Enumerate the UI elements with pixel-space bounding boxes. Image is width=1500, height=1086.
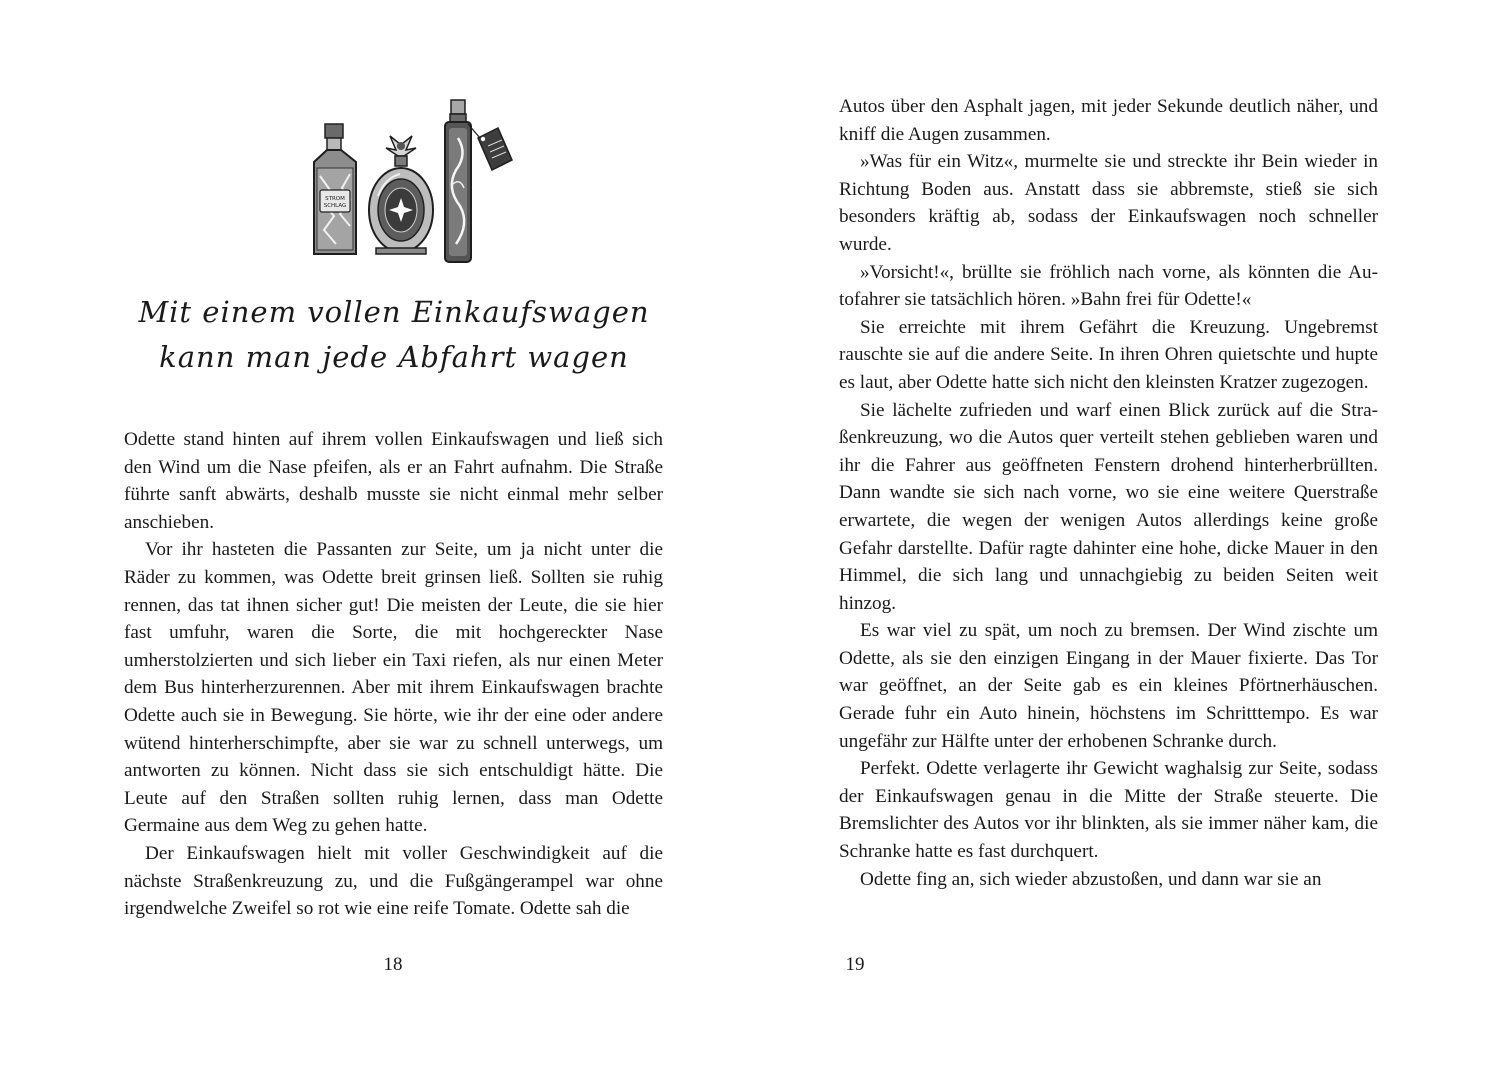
body-text-left xyxy=(124,426,663,923)
slim-vial-with-tag-icon xyxy=(445,100,512,262)
paragraph: Odette stand hinten auf ihrem vollen Einkaufswagen und ließ sich den Wind um die Nase pfeifen, als er an Fahrt aufnahm. Die Straße führte sanft abwärts, deshalb musste sie nicht einmal mehr selber anschieben. xyxy=(124,429,663,533)
paragraph: »Was für ein Witz«, murmelte sie und streckte ihr Bein wieder in Richtung Boden aus. Anstatt dass sie abbremste, stieß sie sich besonders kräftig ab, sodass der Einkaufswagen noch schneller wurde. xyxy=(839,151,1378,255)
square-potion-bottle-icon xyxy=(314,124,356,254)
body-text-right xyxy=(839,93,1378,893)
paragraph: Odette fing an, sich wieder abzustoßen, und dann war sie an xyxy=(860,868,1322,890)
paragraph: Der Einkaufswagen hielt mit voller Geschwindigkeit auf die nächste Straßenkreuzung zu, und die Fußgängerampel war ohne irgendwelche Zweifel so rot wie eine reife Tomate. Odette sah die xyxy=(124,842,663,920)
svg-text:SCHLAG: SCHLAG xyxy=(323,203,347,209)
page-number: 18 xyxy=(383,954,403,975)
chapter-title xyxy=(124,290,664,380)
paragraph: Sie erreichte mit ihrem Gefährt die Kreuzung. Ungebremst rauschte sie auf die andere Seite. In ihren Ohren quietschte und hupte es laut, aber Odette hatte sich nicht den kleinsten Kratzer zugezogen. xyxy=(839,316,1378,393)
paragraph: Sie lächelte zufrieden und warf einen Blick zurück auf die Straßenkreuzung, wo die Autos quer verteilt stehen geblieben waren und ihr die Fahrer aus geöffneten Fenstern drohend hinterherbrüllten. Dann wandte sie sich nach vorne, wo sie eine weitere Querstraße erwartete, die wegen der wenigen Autos allerdings keine große Gefahr darstellte. Dafür ragte dahinter eine hohe, dicke Mauer in den Himmel, die sich lang und unnachgiebig zu beiden Seiten weit hinzog. xyxy=(839,399,1378,614)
paragraph: Perfekt. Odette verlagerte ihr Gewicht waghalsig zur Seite, sodass der Einkaufswagen genau in die Mitte der Straße steuerte. Die Bremslichter des Autos vor ihr blinkten, als sie immer näher kam, die Schranke hatte es fast durchquert. xyxy=(839,758,1378,863)
paragraph: Vor ihr hasteten die Passanten zur Seite, um ja nicht unter die Räder zu kommen, was Odette breit grinsen ließ. Sollten sie ruhig rennen, das tat ihnen sicher gut! Die meisten der Leute, die sie hier fast umfuhr, waren die Sorte, die mit hochgereckter Nase umherstolzierten und sich lieber ein Taxi riefen, als nur einen Meter dem Bus hinterherzurennen. Aber mit ihrem Einkaufswagen brachte Odette auch sie in Bewegung. Sie hörte, wie ihr der eine oder andere wütend hinterherschimpfte, aber sie war zu schnell unterwegs, um antworten zu können. Nicht dass sie sich entschuldigt hätte. Die Leute auf den Straßen sollten ruhig lernen, dass man Odette Germaine aus dem Weg zu gehen hatte. xyxy=(124,539,663,837)
chapter-title-line-2: kann man jede Abfahrt wagen xyxy=(159,340,629,374)
paragraph: Es war viel zu spät, um noch zu bremsen. Der Wind zischte um Odette, als sie den einzigen Eingang in der Mauer fixierte. Das Tor war geöffnet, an der Seite gab es ein kleines Pförtnerhäuschen. Gerade fuhr ein Auto hinein, höchstens im Schritttempo. Es war ungefähr zur Hälfte unter der erhobenen Schranke durch. xyxy=(839,620,1378,752)
bottle-label-text: STROM xyxy=(325,196,345,202)
page-number: 19 xyxy=(845,954,865,975)
round-perfume-bottle-icon xyxy=(369,136,433,254)
chapter-title-line-1: Mit einem vollen Einkaufswagen xyxy=(138,295,650,329)
right-page xyxy=(750,0,1500,1086)
paragraph: Autos über den Asphalt jagen, mit jeder Sekunde deutlich näher, und kniff die Augen zusammen. xyxy=(839,96,1378,145)
paragraph: »Vorsicht!«, brüllte sie fröhlich nach vorne, als könnten die Autofahrer sie tatsächlich hören. »Bahn frei für Odette!« xyxy=(839,261,1378,311)
potion-bottles-illustration xyxy=(300,98,520,270)
